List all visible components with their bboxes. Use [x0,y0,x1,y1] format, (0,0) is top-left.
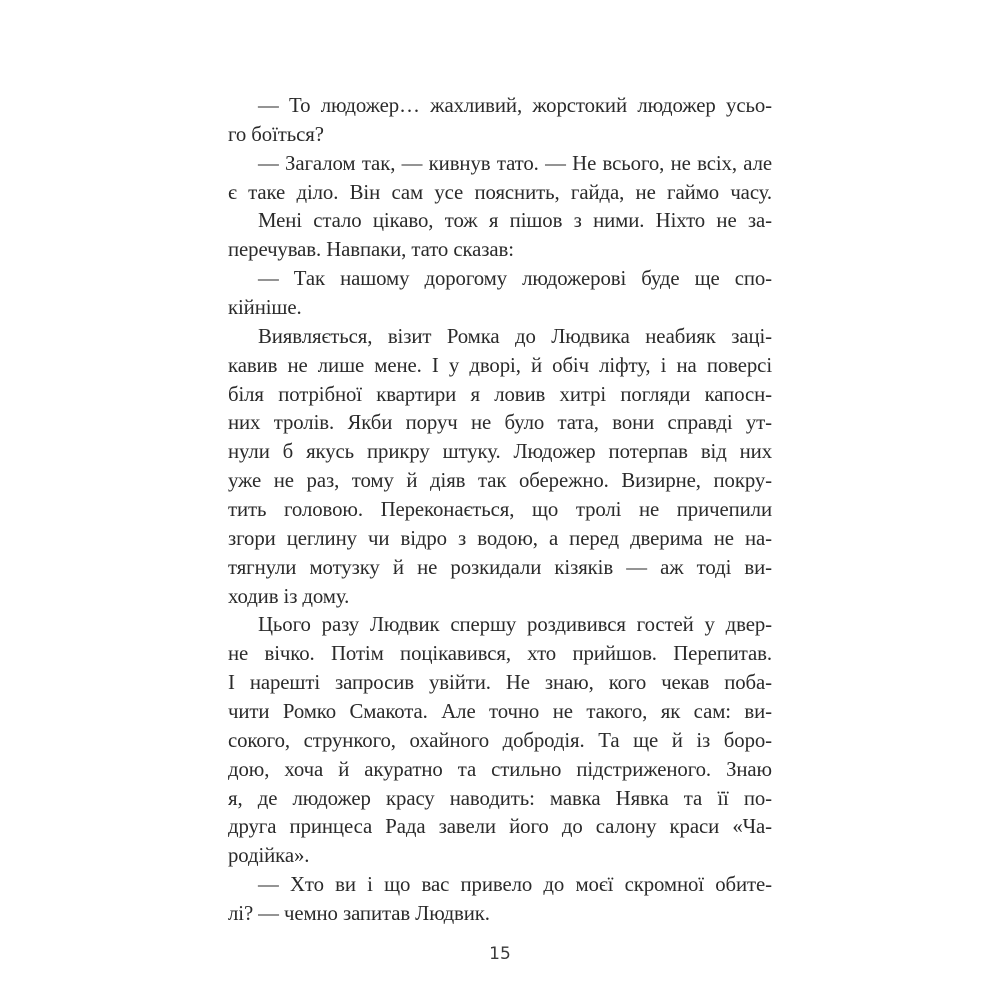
text-line: перечував. Навпаки, тато сказав: [228,238,514,262]
text-line: я, де людожер красу наводить: мавка Нявка та її по- [228,786,772,810]
text-line: тить головою. Переконається, що тролі не причепили [228,498,772,521]
text-line: тягнули мотузку й не розкидали кізяків — аж тоді ви- [228,555,772,579]
text-line: них тролів. Якби поруч не було тата, вони справді ут- [228,411,772,435]
text-line: Цього разу Людвик спершу роздивився гостей у двер- [258,613,772,637]
text-line: кійніше. [228,296,302,319]
text-line: нули б якусь прикру штуку. Людожер потерпав від них [228,440,772,464]
text-line: біля потрібної квартири я ловив хитрі погляди капосн- [228,382,772,406]
text-line: родійка». [228,844,310,868]
text-line: чити Ромко Смакота. Але точно не такого, як сам: ви- [228,700,772,723]
text-line: друга принцеса Рада завели його до салону краси «Ча- [228,815,772,839]
text-line: не вічко. Потім поцікавився, хто прийшов. Перепитав. [228,642,772,666]
text-line: сокого, стрункого, охайного добродія. Та ще й із боро- [228,728,772,752]
text-line: згори цеглину чи відро з водою, а перед дверима не на- [228,526,772,550]
text-line: уже не раз, тому й діяв так обережно. Визирне, покру- [228,469,772,493]
text-line: — Хто ви і що вас привело до моєї скромної обите- [258,873,772,897]
text-line: І нарешті запросив увійти. Не знаю, кого чекав поба- [228,671,772,695]
text-line: Виявляється, візит Ромка до Людвика неабияк заці- [258,324,772,348]
text-line: ходив із дому. [228,584,350,608]
text-line: дою, хоча й акуратно та стильно підстриженого. Знаю [228,757,772,781]
text-line: лі? — чемно запитав Людвик. [228,902,490,925]
text-line: є таке діло. Він сам усе пояснить, гайда, не гаймо часу. [228,180,772,204]
text-line: го боїться? [228,122,324,146]
text-line: — Так нашому дорогому людожерові буде ще спо- [258,267,772,291]
text-line: Мені стало цікаво, тож я пішов з ними. Ніхто не за- [258,209,772,233]
text-line: — То людожер… жахливий, жорстокий людожер усьо- [258,94,772,117]
text-line: кавив не лише мене. І у дворі, й обіч ліфту, і на поверсі [228,353,772,377]
text-line: — Загалом так, — кивнув тато. — Не всього, не всіх, але [258,151,772,175]
page-number: 15 [489,944,511,964]
